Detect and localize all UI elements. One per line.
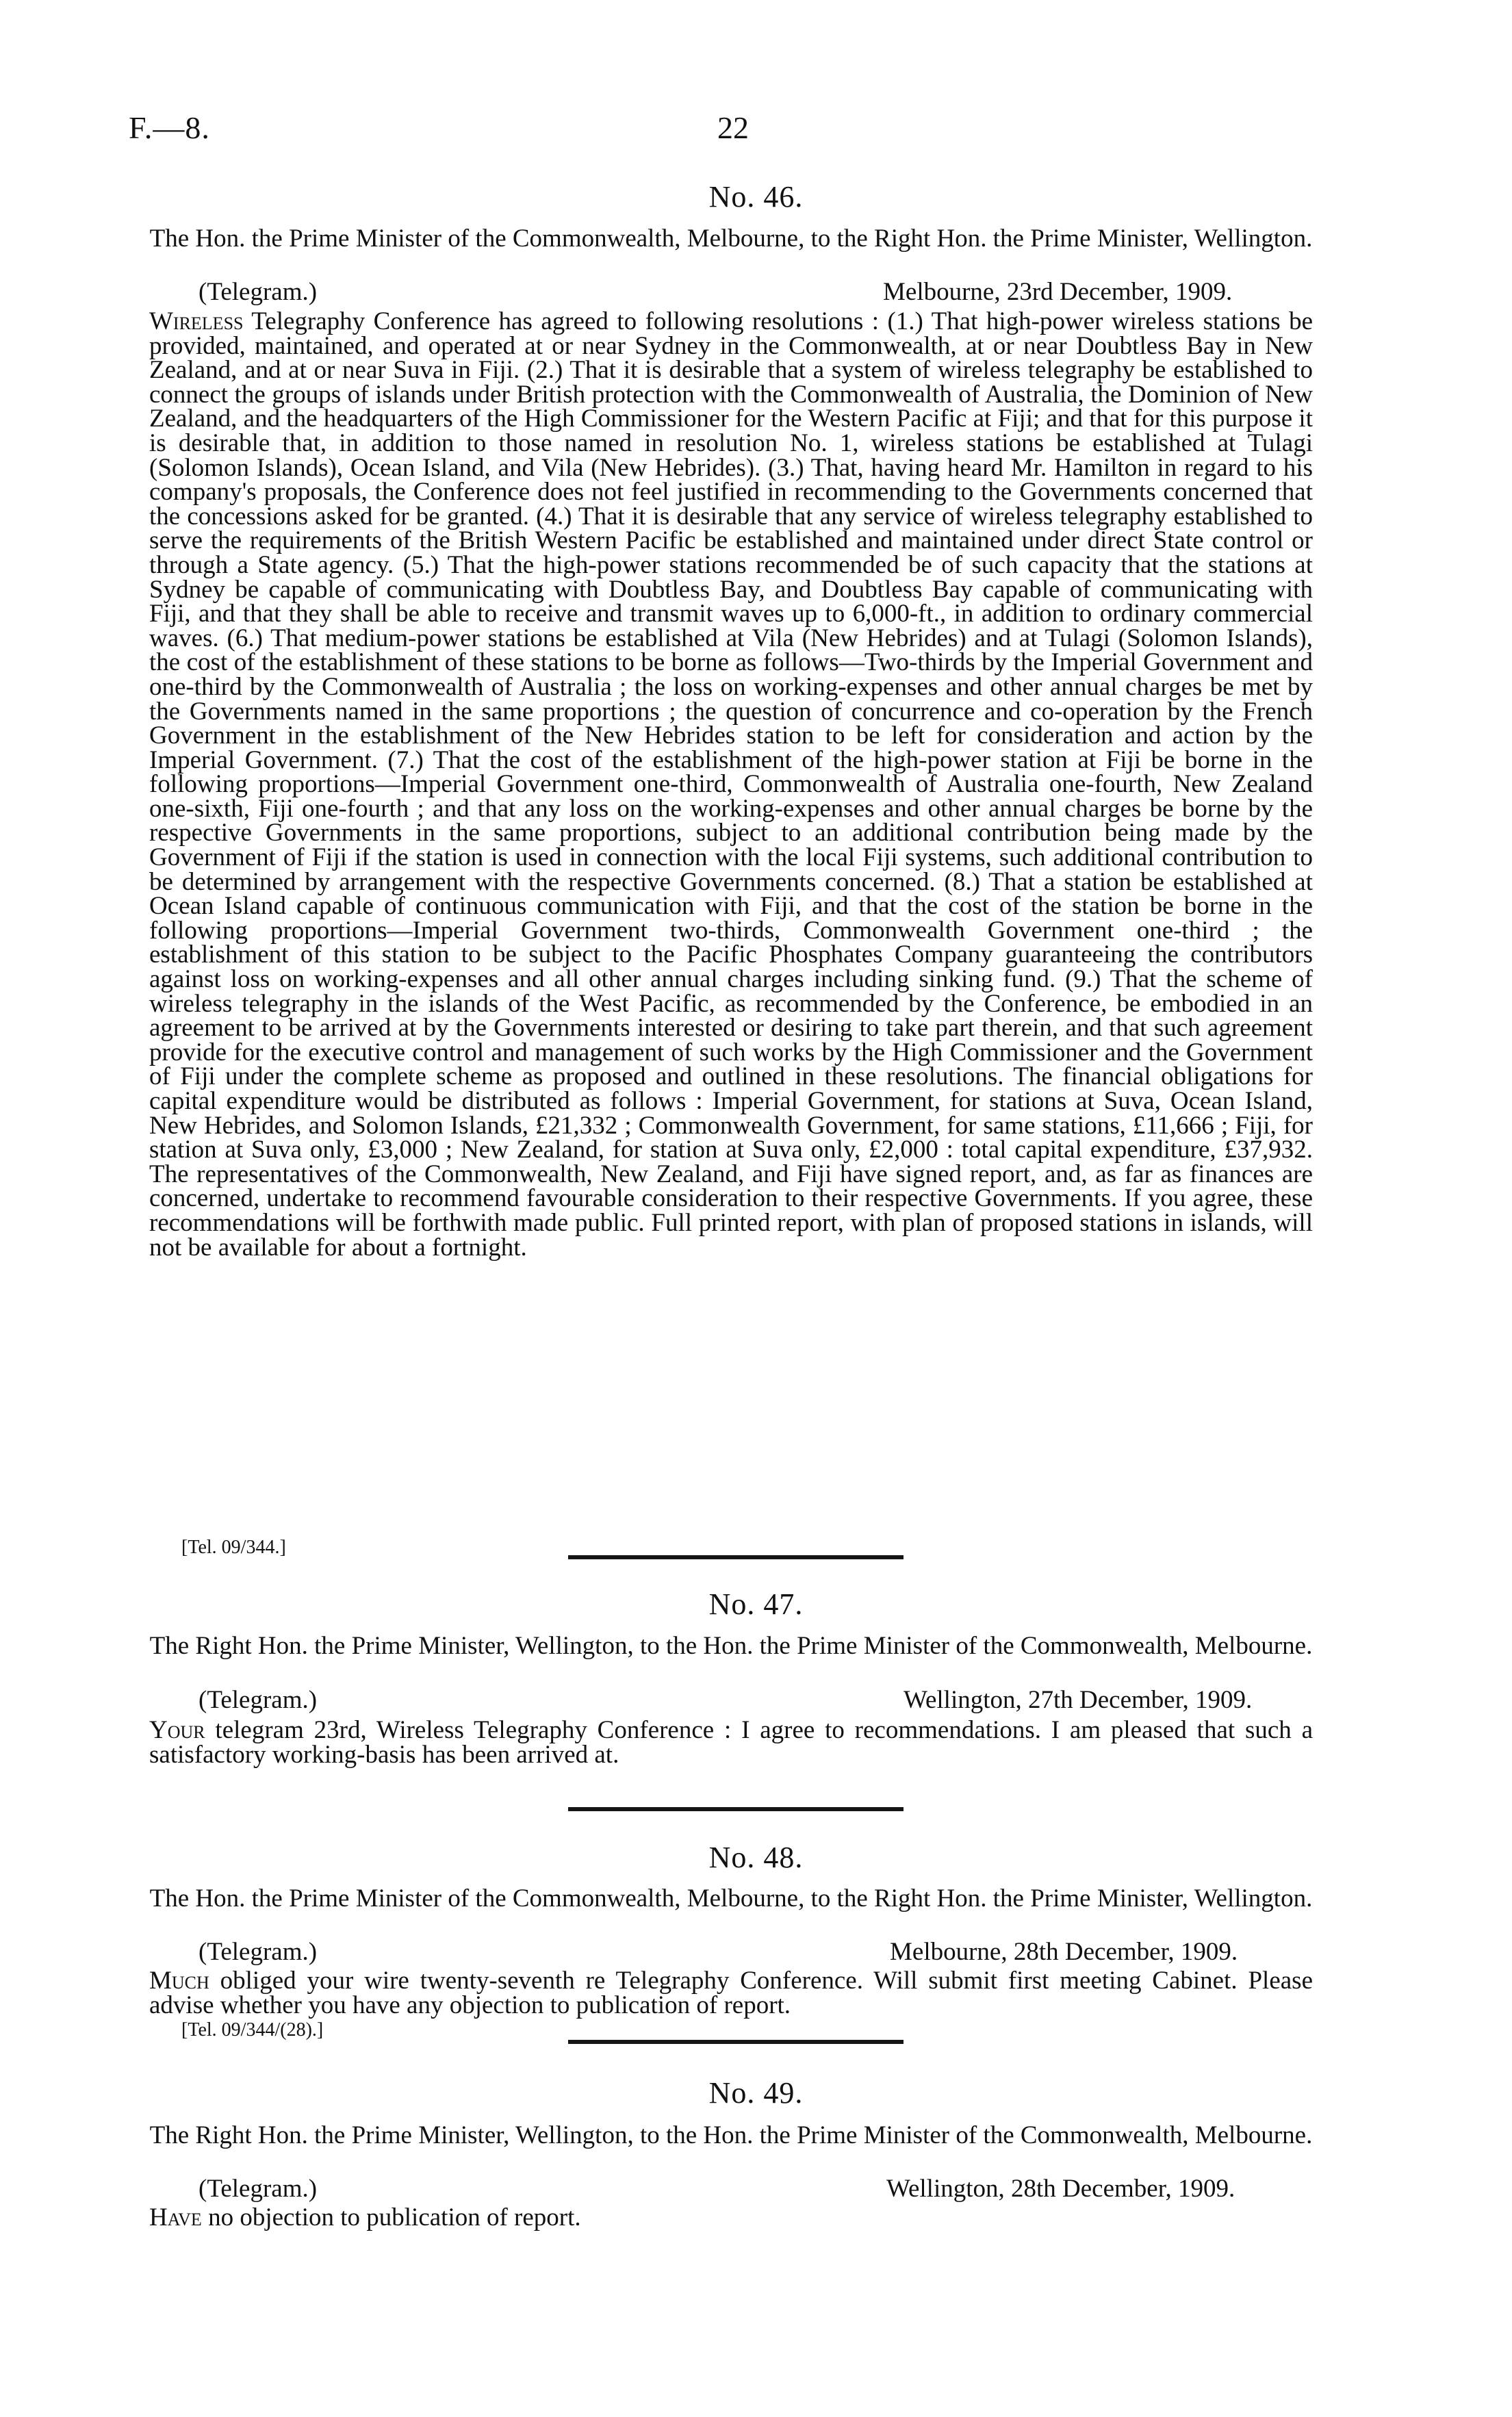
message-address: The Right Hon. the Prime Minister, Wellington, to the Hon. the Prime Minister of the Commonwealth, Melbourne. xyxy=(149,2121,1313,2149)
opening-word: Have xyxy=(149,2203,202,2231)
file-reference: [Tel. 09/344.] xyxy=(181,1537,286,1558)
message-body xyxy=(149,307,1313,1262)
telegram-label: (Telegram.) xyxy=(198,1686,318,1714)
message-address: The Hon. the Prime Minister of the Commonwealth, Melbourne, to the Right Hon. the Prime Minister, Wellington. xyxy=(149,225,1313,253)
telegram-label: (Telegram.) xyxy=(198,1938,318,1966)
message-number: No. 47. xyxy=(708,1587,804,1621)
telegram-label: (Telegram.) xyxy=(198,278,318,306)
section-divider xyxy=(568,2040,904,2044)
place-date: Wellington, 28th December, 1909. xyxy=(886,2175,1235,2203)
opening-word: Much xyxy=(149,1967,209,1995)
telegram-label: (Telegram.) xyxy=(198,2175,318,2203)
body-text: obliged your wire twenty-seventh re Telegraphy Conference. Will submit first meeting Cabinet. Please advise whether you have any objection to publication of report. xyxy=(149,1967,1313,2019)
message-body xyxy=(149,1969,1313,2017)
page-number: 22 xyxy=(717,110,749,145)
message-body xyxy=(149,2205,1313,2230)
opening-word: Your xyxy=(149,1716,205,1744)
body-text: telegram 23rd, Wireless Telegraphy Conference : I agree to recommendations. I am pleased that such a satisfactory working-basis has been arrived at. xyxy=(149,1716,1313,1769)
body-text: no objection to publication of report. xyxy=(201,2203,581,2231)
section-divider xyxy=(568,1807,904,1811)
message-address: The Hon. the Prime Minister of the Commonwealth, Melbourne, to the Right Hon. the Prime Minister, Wellington. xyxy=(149,1884,1313,1913)
body-text: Telegraphy Conference has agreed to following resolutions : (1.) That high-power wireless stations be provided, maintained, and operated at or near Sydney in the Commonwealth, at or near Doubtless Bay in New Zealand, and at or near Suva in Fiji. (2.) That it is desirable that a system of wireless telegraphy be established to connect the groups of islands under British protection with the Commonwealth of Australia, the Dominion of New Zealand, and the headquarters of the High Commissioner for the Western Pacific at Fiji; and that for this purpose it is desirable that, in addition to those named in resolution No. 1, wireless stations be established at Tulagi (Solomon Islands), Ocean Island, and Vila (New Hebrides). (3.) That, having heard Mr. Hamilton in regard to his company's proposals, the Conference does not feel justified in recommending to the Governments concerned that the concessions asked for be granted. (4.) That it is desirable that any service of wireless telegraphy established to serve the requirements of the British Western Pacific be established and maintained under direct State control or through a State agency. (5.) That the high-power stations recommended be of such capacity that the stations at Sydney be capable of communicating with Doubtless Bay, and Doubtless Bay capable of communicating with Fiji, and that they shall be able to receive and transmit waves up to 6,000-ft., in addition to ordinary commercial waves. (6.) That medium-power stations be established at Vila (New Hebrides) and at Tulagi (Solomon Islands), the cost of the establishment of these stations to be borne as follows—Two-thirds by the Imperial Government and one-third by the Commonwealth of Australia ; the loss on working-expenses and other annual charges be met by the Governments named in the same proportions ; the question of concurrence and co-operation by the French Government in the establishment of the New Hebrides station to be left for consideration and action by the Imperial Government. (7.) That the cost of the establishment of the high-power station at Fiji be borne in the following proportions—Imperial Government one-third, Commonwealth of Australia one-fourth, New Zealand one-sixth, Fiji one-fourth ; and that any loss on the working-expenses and other annual charges be borne by the respective Governments in the same proportions, subject to an additional contribution being made by the Government of Fiji if the station is used in connection with the local Fiji systems, such additional contribution to be determined by arrangement with the respective Governments concerned. (8.) That a station be established at Ocean Island capable of continuous communication with Fiji, and that the cost of the station be borne in the following proportions—Imperial Government two-thirds, Commonwealth Government one-third ; the establishment of this station to be subject to the Pacific Phosphates Company guaranteeing the contributors against loss on working-expenses and all other annual charges including sinking fund. (9.) That the scheme of wireless telegraphy in the islands of the West Pacific, as recommended by the Conference, be embodied in an agreement to be arrived at by the Governments interested or desiring to take part therein, and that such agreement provide for the executive control and management of such works by the High Commissioner and the Government of Fiji under the complete scheme as proposed and outlined in these resolutions. The financial obligations for capital expenditure would be distributed as follows : Imperial Government, for stations at Suva, Ocean Island, New Hebrides, and Solomon Islands, £21,332 ; Commonwealth Government, for same stations, £11,666 ; Fiji, for station at Suva only, £3,000 ; New Zealand, for station at Suva only, £2,000 : total capital expenditure, £37,932. The representatives of the Commonwealth, New Zealand, and Fiji have signed report, and, as far as finances are concerned, undertake to recommend favourable consideration to their respective Governments. If you agree, these recommendations will be forthwith made public. Full printed report, with plan of proposed stations in islands, will not be available for about a fortnight. xyxy=(149,307,1313,1262)
section-divider xyxy=(568,1555,904,1559)
document-series: F.—8. xyxy=(129,110,210,145)
message-number: No. 46. xyxy=(708,180,804,214)
file-reference: [Tel. 09/344/(28).] xyxy=(181,2019,324,2041)
place-date: Wellington, 27th December, 1909. xyxy=(904,1686,1253,1714)
message-number: No. 48. xyxy=(708,1841,804,1874)
place-date: Melbourne, 23rd December, 1909. xyxy=(883,278,1233,306)
opening-word: Wireless xyxy=(149,307,244,335)
message-address: The Right Hon. the Prime Minister, Wellington, to the Hon. the Prime Minister of the Commonwealth, Melbourne. xyxy=(149,1632,1313,1660)
place-date: Melbourne, 28th December, 1909. xyxy=(890,1938,1238,1966)
message-number: No. 49. xyxy=(708,2076,804,2110)
message-body xyxy=(149,1718,1313,1767)
